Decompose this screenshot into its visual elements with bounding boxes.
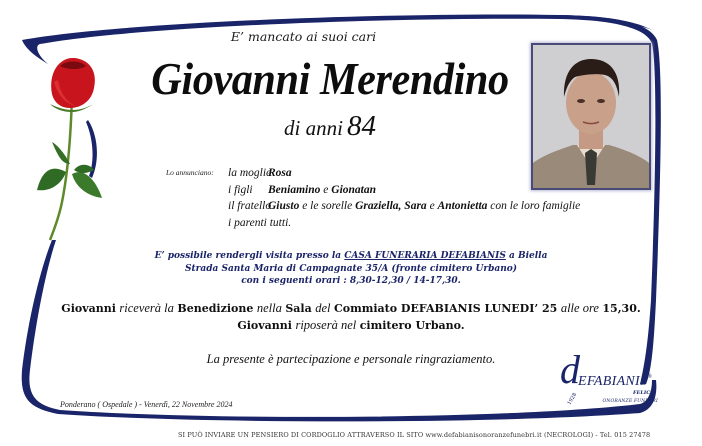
relative-name: Graziella, Sara — [355, 200, 427, 212]
connector-text: e le sorelle — [302, 200, 353, 212]
relative-name: Rosa — [268, 167, 292, 179]
rite-text: Commiato DEFABIANIS LUNEDI’ 25 — [334, 302, 558, 315]
visit-text: a Biella — [509, 251, 548, 261]
cemetery-name: cimitero Urbano. — [359, 319, 465, 332]
rite-text: riposerà nel — [295, 318, 357, 332]
footer-contact: SI PUÒ INVIARE UN PENSIERO DI CORDOGLIO ATTRAVERSO IL SITO www.defabianisonoranzefunebri.it (NECROLOGI) - Tel. 015 27478 — [178, 431, 651, 439]
family-row-relatives — [166, 215, 580, 232]
visit-address: Strada Santa Maria di Campagnate 35/A (fronte cimitero Urbano) — [184, 263, 518, 274]
rose-illustration — [22, 52, 122, 242]
rite-text: Giovanni — [237, 319, 292, 332]
defabianis-logo — [558, 347, 668, 410]
announce-lead: Lo annunciano: — [166, 168, 214, 177]
rite-text: del — [315, 301, 331, 315]
place-date: Ponderano ( Ospedale ) - Venerdì, 22 Novembre 2024 — [60, 400, 233, 409]
connector-text: con le loro famiglie — [490, 200, 581, 212]
conjunction: e — [429, 200, 435, 212]
logo-sub: FELICE — [632, 390, 654, 396]
ceremony-info — [0, 300, 702, 334]
ceremony-line-2 — [0, 317, 702, 334]
visit-text: E’ possibile rendergli visita presso la — [154, 251, 342, 261]
deceased-name: Giovanni Merendino — [151, 53, 509, 104]
visit-hours: con i seguenti orari : 8,30-12,30 / 14-17,30. — [241, 276, 461, 286]
rite-text: Sala — [285, 302, 312, 315]
age-value: 84 — [346, 110, 376, 142]
relation-label: i figli — [228, 183, 253, 196]
registered-mark: ® — [647, 374, 653, 380]
age-label: di anni — [284, 116, 343, 140]
visit-info — [0, 250, 702, 288]
intro-text: E’ mancato ai suoi cari — [230, 29, 377, 44]
conjunction: e — [323, 183, 329, 196]
rite-text: Benedizione — [177, 302, 254, 315]
relative-name: Giusto — [268, 200, 300, 212]
rite-text: Giovanni — [61, 302, 116, 315]
relative-name: Beniamino — [268, 183, 321, 196]
rite-time: 15,30. — [602, 302, 641, 315]
logo-year: 1928 — [566, 391, 579, 407]
relation-label: la moglie — [228, 167, 272, 179]
rite-text: alle ore — [560, 301, 599, 315]
ceremony-line-1 — [0, 300, 702, 317]
family-row-children — [166, 182, 580, 199]
age-line — [130, 110, 530, 143]
logo-brand — [578, 374, 652, 390]
thanks-line: La presente è partecipazione e personale ringraziamento. — [206, 352, 496, 366]
family-row-siblings — [166, 198, 580, 215]
family-announcement — [166, 165, 580, 231]
rite-text: nella — [256, 301, 282, 315]
logo-tagline: ONORANZE FUNEBRI — [602, 399, 658, 404]
funeral-home-link[interactable]: CASA FUNERARIA DEFABIANIS — [344, 251, 506, 261]
relation-label: il fratello — [228, 200, 272, 212]
rite-text: riceverà la — [119, 301, 174, 315]
relative-name: Gionatan — [331, 183, 377, 196]
visit-line-1 — [0, 250, 702, 263]
logo-initial: d — [560, 347, 580, 392]
relative-name: Antonietta — [437, 200, 488, 212]
relatives-text: i parenti tutti. — [228, 216, 292, 229]
family-row-wife — [166, 165, 580, 182]
logo-brand-text: EFABIANIS — [578, 374, 648, 389]
